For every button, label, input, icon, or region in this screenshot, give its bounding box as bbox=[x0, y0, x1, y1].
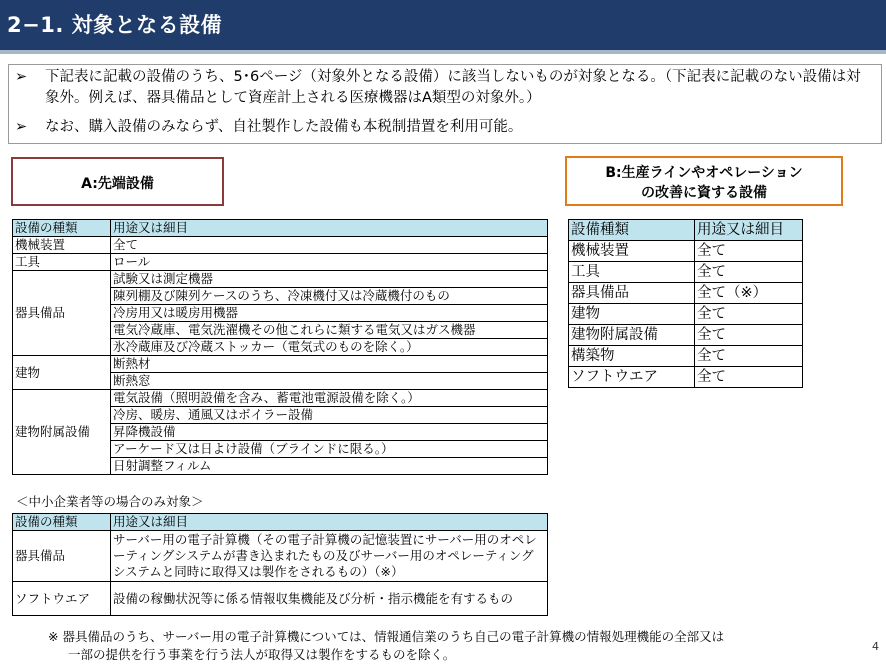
category-b-label-line1: B:生産ラインやオペレーション bbox=[605, 165, 803, 181]
table-row bbox=[13, 237, 548, 254]
table-row bbox=[569, 283, 803, 304]
column-header: 設備種類 bbox=[569, 220, 695, 241]
footnote bbox=[48, 628, 848, 664]
table-header-row bbox=[13, 514, 548, 531]
table-row bbox=[13, 254, 548, 271]
header-bar bbox=[0, 0, 886, 50]
equipment-type-cell: 工具 bbox=[13, 254, 111, 271]
detail-cell: 断熱窓 bbox=[111, 373, 548, 390]
equipment-type-cell: 器具備品 bbox=[13, 271, 111, 356]
detail-cell: 全て bbox=[695, 262, 803, 283]
category-b-label-line2: の改善に資する設備 bbox=[641, 185, 767, 201]
table-row bbox=[13, 271, 548, 288]
detail-cell: 昇降機設備 bbox=[111, 424, 548, 441]
detail-cell: 電気冷蔵庫、電気洗濯機その他これらに類する電気又はガス機器 bbox=[111, 322, 548, 339]
category-b-box bbox=[565, 156, 843, 206]
detail-cell: 全て bbox=[695, 346, 803, 367]
table-row bbox=[13, 356, 548, 373]
detail-cell: 全て（※） bbox=[695, 283, 803, 304]
detail-cell: 全て bbox=[695, 304, 803, 325]
footnote-line: ※ 器具備品のうち、サーバー用の電子計算機については、情報通信業のうち自己の電子計算機の情報処理機能の全部又は bbox=[48, 629, 725, 644]
table-row bbox=[569, 325, 803, 346]
column-header: 設備の種類 bbox=[13, 220, 111, 237]
equipment-type-cell: 構築物 bbox=[569, 346, 695, 367]
detail-cell: 試験又は測定機器 bbox=[111, 271, 548, 288]
equipment-type-cell: ソフトウエア bbox=[13, 582, 111, 616]
detail-cell: 陳列棚及び陳列ケースのうち、冷凍機付又は冷蔵機付のもの bbox=[111, 288, 548, 305]
category-a-label: A:先端設備 bbox=[81, 176, 154, 192]
detail-cell: サーバー用の電子計算機（その電子計算機の記憶装置にサーバー用のオペレーティングシステムが書き込まれたもの及びサーバー用のオペレーティングシステムと同時に取得又は製作をされるもの）（※） bbox=[111, 531, 548, 582]
footnote-line: 一部の提供を行う事業を行う法人が取得又は製作をするものを除く。 bbox=[68, 647, 456, 662]
table-row bbox=[569, 367, 803, 388]
equipment-type-cell: 建物 bbox=[569, 304, 695, 325]
table-row bbox=[13, 582, 548, 616]
detail-cell: 冷房、暖房、通風又はボイラー設備 bbox=[111, 407, 548, 424]
table-row bbox=[569, 241, 803, 262]
equipment-type-cell: 機械装置 bbox=[13, 237, 111, 254]
detail-cell: アーケード又は日よけ設備（ブラインドに限る。） bbox=[111, 441, 548, 458]
table-row bbox=[569, 304, 803, 325]
sme-caption: ＜中小企業者等の場合のみ対象＞ bbox=[16, 494, 204, 509]
arrow-bullet-icon: ➢ bbox=[15, 119, 28, 135]
equipment-type-cell: 建物附属設備 bbox=[569, 325, 695, 346]
detail-cell: 全て bbox=[111, 237, 548, 254]
column-header: 設備の種類 bbox=[13, 514, 111, 531]
column-header: 用途又は細目 bbox=[111, 220, 548, 237]
column-header: 用途又は細目 bbox=[111, 514, 548, 531]
equipment-type-cell: 器具備品 bbox=[13, 531, 111, 582]
equipment-type-cell: 器具備品 bbox=[569, 283, 695, 304]
category-a-box bbox=[11, 157, 224, 206]
detail-cell: 日射調整フィルム bbox=[111, 458, 548, 475]
equipment-type-cell: ソフトウエア bbox=[569, 367, 695, 388]
detail-cell: 氷冷蔵庫及び冷蔵ストッカー（電気式のものを除く。） bbox=[111, 339, 548, 356]
table-row bbox=[569, 346, 803, 367]
detail-cell: 電気設備（照明設備を含み、蓄電池電源設備を除く。） bbox=[111, 390, 548, 407]
detail-cell: 設備の稼働状況等に係る情報収集機能及び分析・指示機能を有するもの bbox=[111, 582, 548, 616]
equipment-table-a bbox=[12, 219, 548, 475]
detail-cell: 断熱材 bbox=[111, 356, 548, 373]
table-header-row bbox=[13, 220, 548, 237]
table-row bbox=[13, 390, 548, 407]
equipment-type-cell: 機械装置 bbox=[569, 241, 695, 262]
detail-cell: ロール bbox=[111, 254, 548, 271]
note-text: なお、購入設備のみならず、自社製作した設備も本税制措置を利用可能。 bbox=[45, 119, 523, 135]
equipment-type-cell: 工具 bbox=[569, 262, 695, 283]
notes-box bbox=[8, 64, 882, 144]
equipment-type-cell: 建物附属設備 bbox=[13, 390, 111, 475]
equipment-table-b bbox=[568, 219, 803, 388]
header-divider bbox=[0, 50, 886, 54]
table-header-row bbox=[569, 220, 803, 241]
note-text: 下記表に記載の設備のうち、5･6ページ（対象外となる設備）に該当しないものが対象となる。（下記表に記載のない設備は対象外。例えば、器具備品として資産計上される医療機器はA類型の対象外。） bbox=[45, 69, 861, 106]
page-title: 2−1. 対象となる設備 bbox=[7, 13, 223, 37]
arrow-bullet-icon: ➢ bbox=[15, 69, 28, 85]
detail-cell: 全て bbox=[695, 325, 803, 346]
detail-cell: 冷房用又は暖房用機器 bbox=[111, 305, 548, 322]
table-row bbox=[569, 262, 803, 283]
detail-cell: 全て bbox=[695, 241, 803, 262]
equipment-type-cell: 建物 bbox=[13, 356, 111, 390]
column-header: 用途又は細目 bbox=[695, 220, 803, 241]
page-number: 4 bbox=[872, 640, 879, 653]
table-row bbox=[13, 531, 548, 582]
sme-equipment-table bbox=[12, 513, 548, 616]
detail-cell: 全て bbox=[695, 367, 803, 388]
